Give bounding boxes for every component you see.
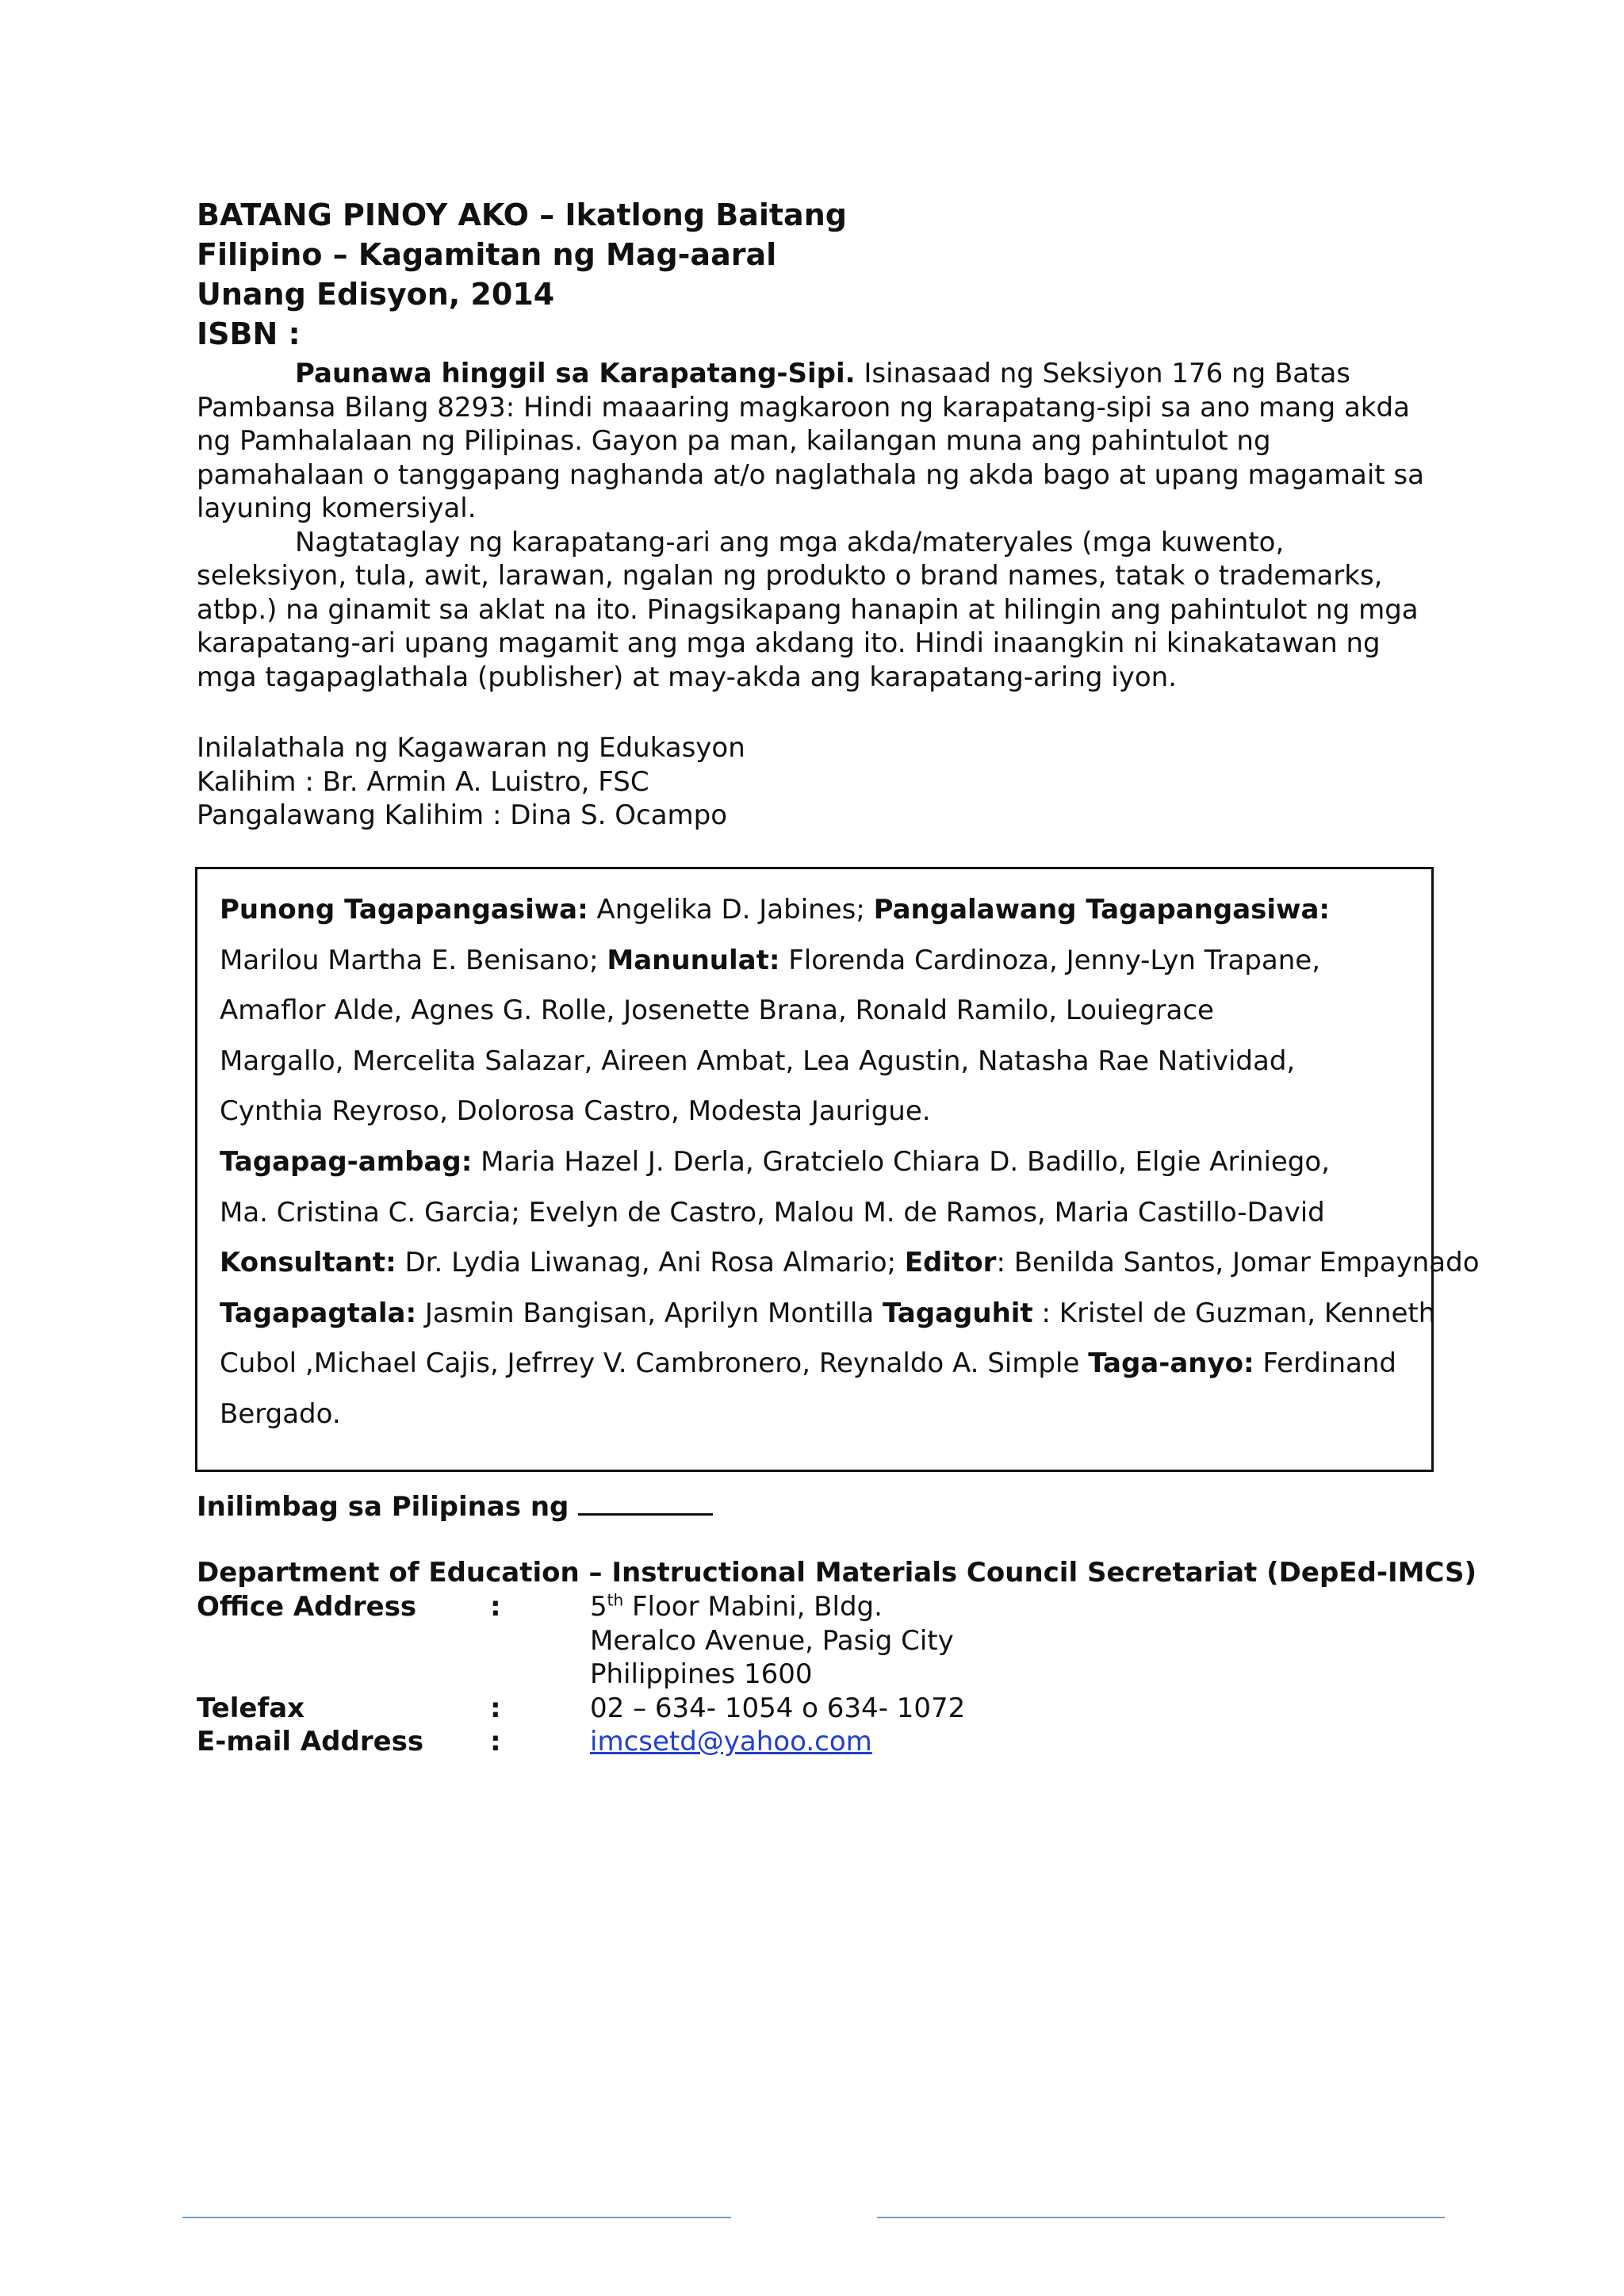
office-address-line3: Philippines 1600 bbox=[590, 1658, 813, 1690]
book-subtitle: Filipino – Kagamitan ng Mag-aaral bbox=[197, 237, 777, 272]
credit-role: Konsultant: bbox=[220, 1247, 396, 1279]
email-link[interactable]: imcsetd@yahoo.com bbox=[590, 1726, 872, 1757]
publisher-info bbox=[197, 731, 745, 833]
credit-role: Tagapag-ambag: bbox=[220, 1145, 473, 1178]
department-heading: Department of Education – Instructional Materials Council Secretariat (DepEd-IMCS) bbox=[197, 1557, 1477, 1589]
credit-names: Angelika D. Jabines; bbox=[588, 894, 874, 926]
telefax-value: 02 – 634- 1054 o 634- 1072 bbox=[590, 1692, 966, 1724]
credit-names: Ferdinand bbox=[1254, 1347, 1396, 1380]
footer-rule-right bbox=[877, 2217, 1445, 2218]
credits-line: Ma. Cristina C. Garcia; Evelyn de Castro, Malou M. de Ramos, Maria Castillo-David bbox=[220, 1196, 1325, 1228]
printed-in bbox=[197, 1489, 713, 1524]
undersecretary: Pangalawang Kalihim : Dina S. Ocampo bbox=[197, 799, 728, 831]
credits-line bbox=[220, 1238, 1480, 1289]
printer-blank-line bbox=[578, 1489, 713, 1516]
book-title-block bbox=[197, 195, 1434, 354]
credit-role: Taga-anyo: bbox=[1088, 1347, 1254, 1380]
credit-names: Jasmin Bangisan, Aprilyn Montilla bbox=[416, 1297, 883, 1329]
credit-role: Tagaguhit bbox=[883, 1297, 1033, 1329]
credits-line bbox=[220, 936, 1417, 987]
email-label: E-mail Address bbox=[197, 1726, 424, 1757]
credit-names: : Benilda Santos, Jomar Empaynado bbox=[996, 1247, 1480, 1279]
office-address-line2: Meralco Avenue, Pasig City bbox=[590, 1624, 954, 1657]
floor-rest: Floor Mabini, Bldg. bbox=[623, 1591, 883, 1623]
office-address-line1 bbox=[590, 1590, 883, 1624]
telefax-row bbox=[197, 1692, 1228, 1726]
colon: : bbox=[490, 1726, 501, 1757]
credit-names: Maria Hazel J. Derla, Gratcielo Chiara D. Badillo, Elgie Ariniego, bbox=[472, 1145, 1331, 1178]
printed-in-label: Inilimbag sa Pilipinas ng bbox=[197, 1491, 579, 1523]
book-title: BATANG PINOY AKO – Ikatlong Baitang bbox=[197, 197, 847, 232]
ownership-paragraph: Nagtataglay ng karapatang-ari ang mga akda/materyales (mga kuwento, seleksiyon, tula, awit, larawan, ngalan ng produkto o brand names, tatak o trademarks, atbp.) na ginamit sa aklat na ito. Pinagsikapang hanapin at hilingin ang pahintulot ng mga karapatang-ari upang magamit ang mga akdang ito. Hindi inaangkin ni kinakatawan ng mga tagapaglathala (publisher) at may-akda ang karapatang-aring iyon. bbox=[197, 526, 1419, 693]
credit-names: : Kristel de Guzman, Kenneth bbox=[1032, 1297, 1436, 1329]
copyright-notice bbox=[197, 357, 1434, 694]
credits-line bbox=[220, 1339, 1417, 1389]
contact-info bbox=[197, 1590, 1228, 1759]
credit-names: Cubol ,Michael Cajis, Jefrrey V. Cambronero, Reynaldo A. Simple bbox=[220, 1347, 1089, 1380]
credits-text bbox=[220, 885, 1480, 1440]
credit-names: Florenda Cardinoza, Jenny-Lyn Trapane, bbox=[779, 944, 1320, 976]
address-row bbox=[197, 1624, 1228, 1658]
telefax-label: Telefax bbox=[197, 1692, 305, 1724]
credits-line bbox=[220, 1289, 1436, 1340]
office-address-label: Office Address bbox=[197, 1591, 417, 1623]
credit-role: Editor bbox=[904, 1247, 997, 1279]
credit-role: Tagapagtala: bbox=[220, 1297, 417, 1329]
credit-names: Marilou Martha E. Benisano; bbox=[220, 944, 607, 976]
credits-line bbox=[220, 885, 1417, 936]
address-row bbox=[197, 1658, 1228, 1692]
edition: Unang Edisyon, 2014 bbox=[197, 277, 555, 312]
footer-rule-left bbox=[182, 2217, 731, 2218]
credits-line: Cynthia Reyroso, Dolorosa Castro, Modesta Jaurigue. bbox=[220, 1095, 931, 1128]
credits-line: Amaflor Alde, Agnes G. Rolle, Josenette Brana, Ronald Ramilo, Louiegrace bbox=[220, 995, 1214, 1027]
floor-ordinal: th bbox=[607, 1590, 624, 1610]
colon: : bbox=[490, 1591, 501, 1623]
credits-line: Bergado. bbox=[220, 1397, 341, 1430]
office-address-row bbox=[197, 1590, 1228, 1624]
credit-role: Pangalawang Tagapangasiwa: bbox=[873, 894, 1331, 926]
copyright-body: Isinasaad ng Seksiyon 176 ng Batas Pambansa Bilang 8293: Hindi maaaring magkaroon ng karapatang-sipi sa ano mang akda ng Pamhalalaan ng Pilipinas. Gayon pa man, kailangan muna ang pahintulot ng pamahalaan o tanggapang naghanda at/o naglathala ng akda bago at upang magamait sa layuning komersiyal. bbox=[197, 358, 1424, 524]
email-row bbox=[197, 1725, 1228, 1759]
copyright-paragraph bbox=[197, 357, 1434, 526]
copyright-heading: Paunawa hinggil sa Karapatang-Sipi. bbox=[295, 358, 856, 389]
secretary: Kalihim : Br. Armin A. Luistro, FSC bbox=[197, 765, 649, 798]
credits-box bbox=[195, 867, 1480, 1472]
published-by: Inilalathala ng Kagawaran ng Edukasyon bbox=[197, 732, 745, 764]
credit-role: Punong Tagapangasiwa: bbox=[220, 894, 588, 926]
credit-role: Manunulat: bbox=[607, 944, 780, 976]
credits-line: Margallo, Mercelita Salazar, Aireen Ambat, Lea Agustin, Natasha Rae Natividad, bbox=[220, 1045, 1296, 1077]
floor-number: 5 bbox=[590, 1591, 607, 1623]
isbn-label: ISBN : bbox=[197, 316, 301, 351]
credits-line bbox=[220, 1137, 1417, 1188]
colon: : bbox=[490, 1692, 501, 1724]
credit-names: Dr. Lydia Liwanag, Ani Rosa Almario; bbox=[396, 1247, 905, 1279]
